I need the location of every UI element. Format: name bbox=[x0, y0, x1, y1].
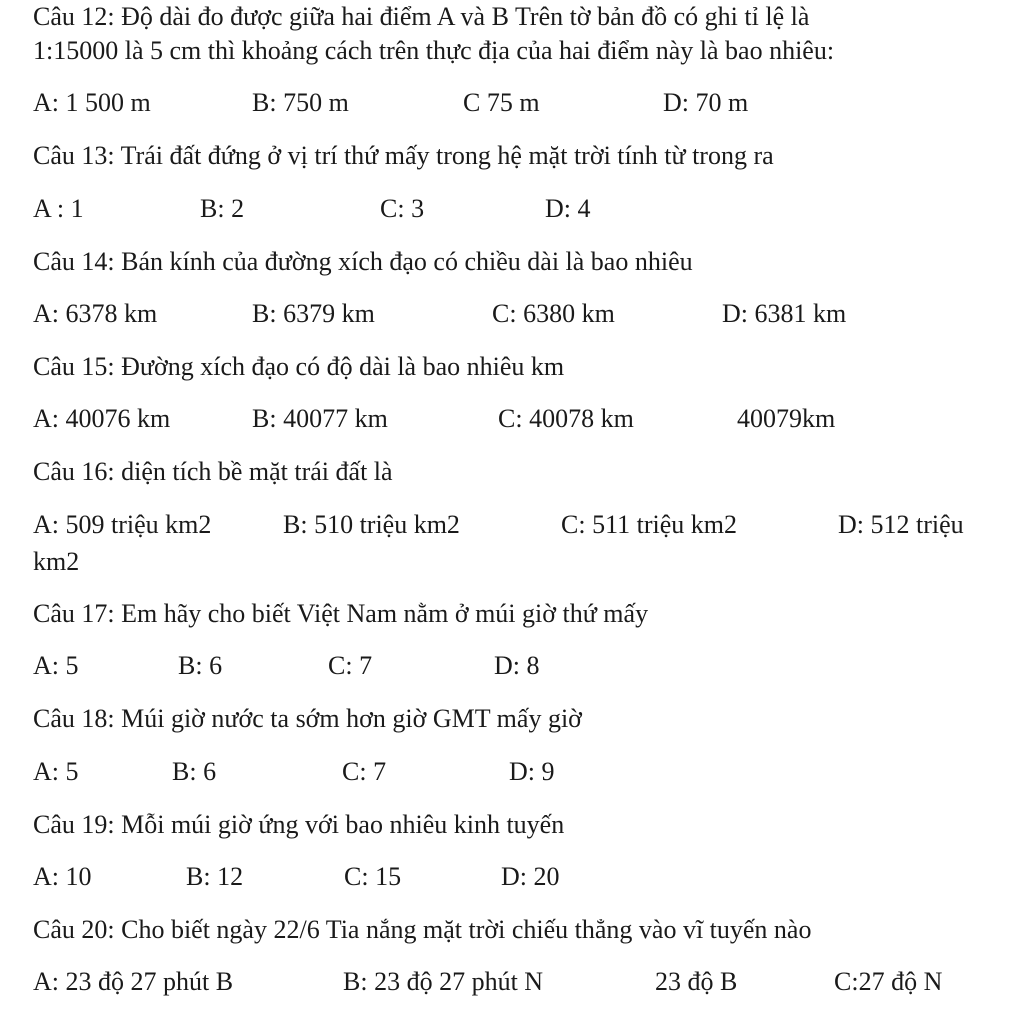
question-14-option-c: C: 6380 km bbox=[492, 299, 615, 328]
question-16-option-a: A: 509 triệu km2 bbox=[33, 510, 212, 539]
question-18-text: Câu 18: Múi giờ nước ta sớm hơn giờ GMT mấy giờ bbox=[33, 704, 582, 733]
question-13-option-b: B: 2 bbox=[200, 194, 245, 223]
question-20-text: Câu 20: Cho biết ngày 22/6 Tia nắng mặt trời chiếu thẳng vào vĩ tuyến nào bbox=[33, 915, 812, 944]
question-12-option-c: C 75 m bbox=[463, 88, 540, 117]
question-19-option-a: A: 10 bbox=[33, 862, 92, 891]
question-19-option-d: D: 20 bbox=[501, 862, 560, 891]
question-15-option-a: A: 40076 km bbox=[33, 404, 171, 433]
question-17-option-b: B: 6 bbox=[178, 651, 223, 680]
question-12-option-a: A: 1 500 m bbox=[33, 88, 151, 117]
question-17-option-a: A: 5 bbox=[33, 651, 79, 680]
question-14-option-d: D: 6381 km bbox=[722, 299, 847, 328]
question-15-option-b: B: 40077 km bbox=[252, 404, 388, 433]
question-18-option-a: A: 5 bbox=[33, 757, 79, 786]
question-12-text-line2: 1:15000 là 5 cm thì khoảng cách trên thực địa của hai điểm này là bao nhiêu: bbox=[33, 36, 835, 65]
question-20-option-b: B: 23 độ 27 phút N bbox=[343, 967, 544, 996]
question-17-option-c: C: 7 bbox=[328, 651, 373, 680]
question-20-option-d: C:27 độ N bbox=[834, 967, 943, 996]
question-12-text-line1: Câu 12: Độ dài đo được giữa hai điểm A và B Trên tờ bản đồ có ghi tỉ lệ là bbox=[33, 2, 810, 31]
question-16-option-d: D: 512 triệu bbox=[838, 510, 964, 539]
question-14-option-a: A: 6378 km bbox=[33, 299, 158, 328]
question-12-option-d: D: 70 m bbox=[663, 88, 749, 117]
question-18-option-c: C: 7 bbox=[342, 757, 387, 786]
question-19-option-b: B: 12 bbox=[186, 862, 244, 891]
question-20-option-c: 23 độ B bbox=[655, 967, 738, 996]
question-17-text: Câu 17: Em hãy cho biết Việt Nam nằm ở múi giờ thứ mấy bbox=[33, 599, 649, 628]
question-19-text: Câu 19: Mỗi múi giờ ứng với bao nhiêu kinh tuyến bbox=[33, 810, 565, 839]
question-16-text: Câu 16: diện tích bề mặt trái đất là bbox=[33, 457, 393, 486]
question-14-text: Câu 14: Bán kính của đường xích đạo có chiều dài là bao nhiêu bbox=[33, 247, 693, 276]
question-18-option-d: D: 9 bbox=[509, 757, 555, 786]
question-15-option-c: C: 40078 km bbox=[498, 404, 634, 433]
question-13-text: Câu 13: Trái đất đứng ở vị trí thứ mấy trong hệ mặt trời tính từ trong ra bbox=[33, 141, 774, 170]
question-13-option-d: D: 4 bbox=[545, 194, 591, 223]
question-15-option-d: 40079km bbox=[737, 404, 836, 433]
question-13-option-c: C: 3 bbox=[380, 194, 425, 223]
question-20-option-a: A: 23 độ 27 phút B bbox=[33, 967, 234, 996]
question-19-option-c: C: 15 bbox=[344, 862, 402, 891]
question-16-option-c: C: 511 triệu km2 bbox=[561, 510, 737, 539]
question-14-option-b: B: 6379 km bbox=[252, 299, 375, 328]
question-12-option-b: B: 750 m bbox=[252, 88, 349, 117]
question-18-option-b: B: 6 bbox=[172, 757, 217, 786]
question-16-option-d-wrap: km2 bbox=[33, 547, 80, 576]
question-15-text: Câu 15: Đường xích đạo có độ dài là bao nhiêu km bbox=[33, 352, 565, 381]
question-16-option-b: B: 510 triệu km2 bbox=[283, 510, 460, 539]
question-13-option-a: A : 1 bbox=[33, 194, 84, 223]
question-17-option-d: D: 8 bbox=[494, 651, 540, 680]
